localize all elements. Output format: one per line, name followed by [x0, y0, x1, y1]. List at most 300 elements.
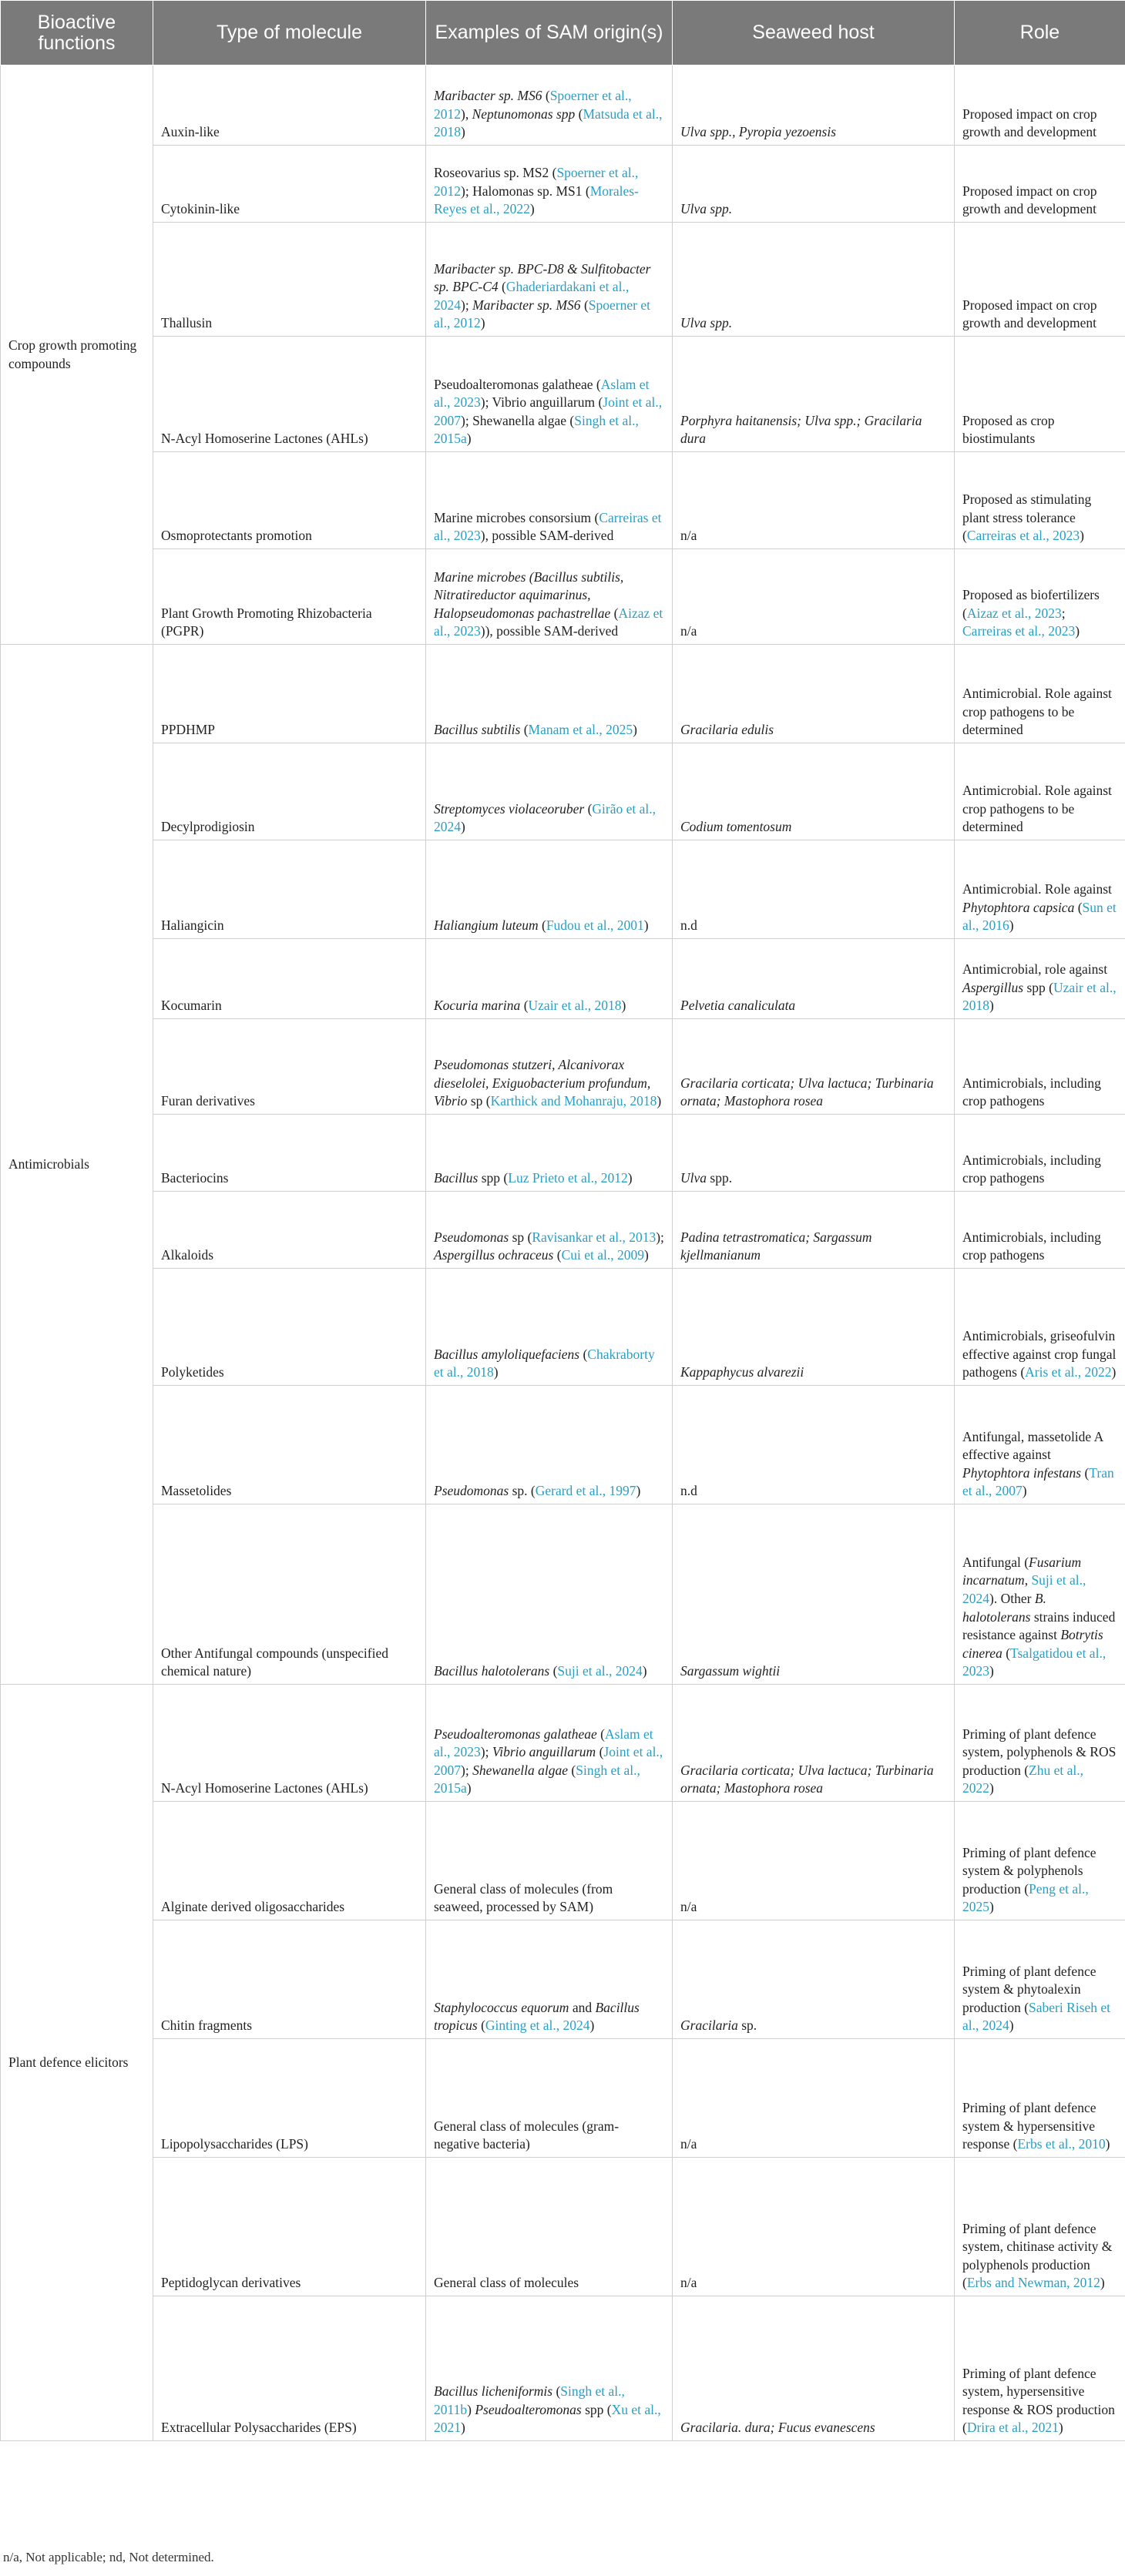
table-row: [1, 1920, 1125, 2039]
text-segment: ); Halomonas sp. MS1 (: [461, 183, 590, 199]
reference-link[interactable]: Carreiras et al., 2023: [962, 623, 1076, 639]
reference-link[interactable]: Spoerner et al., 2012: [434, 297, 650, 331]
text-segment: ): [657, 1093, 662, 1109]
molecule-type-cell: Bacteriocins: [153, 1115, 426, 1192]
text-segment: sp (: [467, 1093, 491, 1109]
role-cell: [955, 1019, 1125, 1115]
text-segment: Bacillus tropicus: [434, 1999, 640, 2034]
bioactive-function-cell: Antimicrobials: [1, 645, 153, 1685]
reference-link[interactable]: Ginting et al., 2024: [485, 2018, 590, 2034]
text-segment: spp (: [1023, 979, 1053, 995]
role-cell: [955, 1269, 1125, 1386]
reference-link[interactable]: Ghaderiardakani et al., 2024: [434, 279, 630, 313]
table-row: [1, 1115, 1125, 1192]
molecule-type-cell: Extracellular Polysaccharides (EPS): [153, 2296, 426, 2441]
header-examples-sam-origin: Examples of SAM origin(s): [426, 1, 673, 65]
text-segment: ): [989, 1780, 994, 1796]
text-segment: Priming of plant defence system, polyphenols & ROS production (: [962, 1726, 1117, 1778]
sam-origin-cell: [426, 1019, 673, 1115]
text-segment: Marine microbes (Bacillus subtilis, Nitratireductor aquimarinus, Halopseudomonas pachastrellae: [434, 569, 624, 621]
reference-link[interactable]: Manam et al., 2025: [528, 722, 633, 738]
text-segment: ): [1009, 917, 1014, 934]
text-segment: ): [1105, 2136, 1110, 2152]
reference-link[interactable]: Zhu et al., 2022: [962, 1762, 1083, 1796]
text-segment: ): [589, 2018, 595, 2034]
seaweed-host-cell: [673, 65, 955, 146]
table-header: [1, 1, 1125, 65]
reference-link[interactable]: Spoerner et al., 2012: [434, 88, 632, 122]
reference-link[interactable]: Suji et al., 2024: [962, 1572, 1086, 1606]
molecule-type-cell: Massetolides: [153, 1386, 426, 1504]
table-row: [1, 1019, 1125, 1115]
text-segment: Gracilaria corticata; Ulva lactuca; Turbinaria ornata; Mastophora rosea: [680, 1075, 934, 1109]
text-segment: ): [461, 819, 465, 835]
text-segment: ): [461, 2420, 465, 2436]
text-segment: Bacillus: [434, 1170, 479, 1186]
text-segment: Gracilaria. dura; Fucus evanescens: [680, 2420, 875, 2436]
text-segment: (: [568, 1762, 576, 1778]
text-segment: (: [542, 88, 550, 104]
text-segment: );: [461, 1762, 473, 1778]
text-segment: (: [553, 1247, 562, 1263]
text-segment: (: [549, 1663, 558, 1679]
reference-link[interactable]: Joint et al., 2007: [434, 394, 663, 428]
seaweed-host-cell: [673, 2296, 955, 2441]
reference-link[interactable]: Spoerner et al., 2012: [434, 165, 639, 199]
sam-origin-cell: [426, 939, 673, 1019]
table-row: [1, 337, 1125, 452]
seaweed-host-cell: [673, 840, 955, 939]
reference-link[interactable]: Joint et al., 2007: [434, 1744, 663, 1778]
role-cell: [955, 65, 1125, 146]
reference-link[interactable]: Singh et al., 2011b: [434, 2383, 625, 2417]
text-segment: ): [636, 1483, 641, 1499]
role-cell: [955, 549, 1125, 645]
reference-link[interactable]: Fudou et al., 2001: [546, 917, 644, 934]
molecule-type-cell: Plant Growth Promoting Rhizobacteria (PGPR): [153, 549, 426, 645]
role-cell: [955, 2296, 1125, 2441]
text-segment: ): [1075, 623, 1080, 639]
table-row: [1, 65, 1125, 146]
reference-link[interactable]: Drira et al., 2021: [966, 2420, 1059, 2436]
text-segment: Phytophtora capsica: [962, 899, 1075, 915]
text-segment: Gracilaria corticata; Ulva lactuca; Turbinaria ornata; Mastophora rosea: [680, 1762, 934, 1796]
table-row: [1, 2158, 1125, 2296]
role-cell: [955, 337, 1125, 452]
seaweed-host-cell: [673, 1192, 955, 1269]
molecule-type-cell: Furan derivatives: [153, 1019, 426, 1115]
text-segment: Maribacter sp. BPC-D8 & Sulfitobacter sp. BPC-C4: [434, 260, 651, 295]
text-segment: and: [569, 1999, 596, 2015]
reference-link[interactable]: Saberi Riseh et al., 2024: [962, 1999, 1110, 2034]
text-segment: (: [596, 1726, 605, 1742]
text-segment: Codium tomentosum: [680, 819, 792, 835]
text-segment: sp.: [737, 2018, 757, 2034]
text-segment: ); Vibrio anguillarum (: [480, 394, 603, 411]
text-segment: Marine microbes consorsium (: [434, 509, 599, 525]
text-segment: Maribacter sp. MS6: [434, 88, 542, 104]
text-segment: );: [480, 1744, 492, 1760]
text-segment: (: [520, 722, 529, 738]
text-segment: ): [643, 917, 649, 934]
reference-link[interactable]: Xu et al., 2021: [434, 2401, 661, 2436]
text-segment: ): [467, 2401, 475, 2417]
molecule-type-cell: PPDHMP: [153, 645, 426, 743]
sam-origin-cell: [426, 146, 673, 223]
text-segment: Proposed impact on crop growth and development: [962, 183, 1097, 217]
sam-origin-cell: [426, 1192, 673, 1269]
reference-link[interactable]: Sun et al., 2016: [962, 899, 1117, 934]
text-segment: Proposed impact on crop growth and development: [962, 297, 1097, 331]
text-segment: spp.: [707, 1170, 733, 1186]
text-segment: ): [1111, 1364, 1117, 1380]
text-segment: Aspergillus ochraceus: [434, 1247, 554, 1263]
table-row: [1, 1685, 1125, 1802]
text-segment: Neptunomonas spp: [472, 106, 576, 122]
seaweed-host-cell: [673, 1269, 955, 1386]
text-segment: ): [493, 1364, 499, 1380]
seaweed-host-cell: [673, 223, 955, 337]
sam-origin-cell: [426, 337, 673, 452]
role-cell: [955, 1920, 1125, 2039]
text-segment: ): [621, 998, 626, 1014]
seaweed-host-cell: [673, 549, 955, 645]
role-cell: [955, 1386, 1125, 1504]
text-segment: Proposed as biofertilizers (: [962, 587, 1100, 621]
reference-link[interactable]: Carreiras et al., 2023: [966, 528, 1080, 544]
text-segment: Ulva: [680, 1170, 707, 1186]
reference-link[interactable]: Chakraborty et al., 2018: [434, 1346, 655, 1380]
sam-origin-cell: [426, 2039, 673, 2158]
text-segment: Gracilaria: [680, 2018, 738, 2034]
text-segment: (: [1002, 1645, 1011, 1661]
table-row: [1, 939, 1125, 1019]
reference-link[interactable]: Peng et al., 2025: [962, 1880, 1089, 1915]
reference-link[interactable]: Aizaz et al., 2023: [966, 605, 1062, 621]
table-body: [1, 65, 1125, 2441]
text-segment: Priming of plant defence system, chitinase activity & polyphenols production (: [962, 2220, 1113, 2291]
text-segment: Bacillus halotolerans: [434, 1663, 550, 1679]
reference-link[interactable]: Suji et al., 2024: [557, 1663, 643, 1679]
reference-link[interactable]: Karthick and Mohanraju, 2018: [490, 1093, 657, 1109]
header-role: Role: [955, 1, 1125, 65]
seaweed-host-cell: [673, 2039, 955, 2158]
text-segment: B. halotolerans: [962, 1590, 1046, 1625]
molecule-type-cell: Haliangicin: [153, 840, 426, 939]
text-segment: Haliangium luteum: [434, 917, 539, 934]
sam-origin-cell: [426, 1504, 673, 1685]
text-segment: Antimicrobial. Role against crop pathogens to be determined: [962, 783, 1112, 835]
reference-link[interactable]: Luz Prieto et al., 2012: [508, 1170, 628, 1186]
text-segment: Pseudoalteromonas galatheae (: [434, 376, 601, 392]
text-segment: Roseovarius sp. MS2 (: [434, 165, 557, 181]
text-segment: ),: [461, 106, 472, 122]
sam-origin-cell: [426, 1920, 673, 2039]
reference-link[interactable]: Aslam et al., 2023: [434, 376, 650, 411]
reference-link[interactable]: Erbs et al., 2010: [1017, 2136, 1106, 2152]
table-row: [1, 452, 1125, 549]
text-segment: (: [552, 2383, 561, 2400]
seaweed-host-cell: [673, 939, 955, 1019]
text-segment: strains induced resistance against: [962, 1608, 1116, 1643]
reference-link[interactable]: Tsalgatidou et al., 2023: [962, 1645, 1107, 1679]
text-segment: Priming of plant defence system & hypersensitive response (: [962, 2100, 1096, 2152]
role-cell: [955, 743, 1125, 840]
reference-link[interactable]: Tran et al., 2007: [962, 1464, 1114, 1499]
molecule-type-cell: Auxin-like: [153, 65, 426, 146]
text-segment: Phytophtora infestans: [962, 1464, 1082, 1481]
text-segment: Priming of plant defence system & phytoalexin production (: [962, 1963, 1096, 2015]
reference-link[interactable]: Singh et al., 2015a: [434, 412, 639, 447]
table-row: [1, 1386, 1125, 1504]
text-segment: General class of molecules (gram-negative bacteria): [434, 2118, 620, 2152]
text-segment: Staphylococcus equorum: [434, 1999, 569, 2015]
text-segment: ): [480, 315, 485, 331]
table-row: [1, 2296, 1125, 2441]
sam-origin-cell: [426, 1685, 673, 1802]
text-segment: Gracilaria edulis: [680, 722, 774, 738]
reference-link[interactable]: Cui et al., 2009: [561, 1247, 644, 1263]
text-segment: Antimicrobials, including crop pathogens: [962, 1152, 1101, 1186]
text-segment: sp (: [509, 1229, 532, 1245]
molecule-type-cell: Decylprodigiosin: [153, 743, 426, 840]
seaweed-host-cell: [673, 743, 955, 840]
text-segment: Pseudoalteromonas galatheae: [434, 1726, 597, 1742]
text-segment: spp (: [581, 2401, 612, 2417]
text-segment: (: [538, 917, 546, 934]
text-segment: ), possible SAM-derived: [480, 528, 614, 544]
role-cell: [955, 223, 1125, 337]
text-segment: ): [644, 1247, 649, 1263]
text-segment: Shewanella algae: [472, 1762, 569, 1778]
sam-origin-cell: [426, 2158, 673, 2296]
text-segment: (: [579, 1346, 588, 1362]
text-segment: Antifungal (: [962, 1554, 1029, 1570]
text-segment: (: [477, 2018, 485, 2034]
text-segment: ): [633, 722, 637, 738]
molecule-type-cell: Thallusin: [153, 223, 426, 337]
text-segment: Ulva spp., Pyropia yezoensis: [680, 124, 837, 140]
text-segment: n/a: [680, 2275, 697, 2291]
reference-link[interactable]: Aris et al., 2022: [1025, 1364, 1112, 1380]
text-segment: ): [1058, 2420, 1063, 2436]
sam-origin-cell: [426, 65, 673, 146]
text-segment: (: [596, 1744, 604, 1760]
role-cell: [955, 1192, 1125, 1269]
seaweed-host-cell: [673, 645, 955, 743]
text-segment: ): [1100, 2275, 1105, 2291]
text-segment: Pelvetia canaliculata: [680, 998, 796, 1014]
molecule-type-cell: Other Antifungal compounds (unspecified chemical nature): [153, 1504, 426, 1685]
role-cell: [955, 840, 1125, 939]
text-segment: Ulva spp.: [680, 315, 733, 331]
molecule-type-cell: Alginate derived oligosaccharides: [153, 1802, 426, 1920]
sam-origin-cell: [426, 743, 673, 840]
reference-link[interactable]: Carreiras et al., 2023: [434, 509, 662, 544]
seaweed-host-cell: [673, 452, 955, 549]
table-row: [1, 840, 1125, 939]
reference-link[interactable]: Aslam et al., 2023: [434, 1726, 653, 1760]
text-segment: );: [461, 297, 473, 313]
reference-link[interactable]: Gerard et al., 1997: [535, 1483, 636, 1499]
text-segment: Antimicrobials, including crop pathogens: [962, 1075, 1101, 1109]
sam-origin-cell: [426, 2296, 673, 2441]
text-segment: n/a: [680, 1899, 697, 1915]
text-segment: ). Other: [989, 1590, 1035, 1606]
molecule-type-cell: N-Acyl Homoserine Lactones (AHLs): [153, 337, 426, 452]
text-segment: Kocuria marina: [434, 998, 521, 1014]
seaweed-host-cell: [673, 1802, 955, 1920]
text-segment: ): [989, 1899, 994, 1915]
reference-link[interactable]: Girão et al., 2024: [434, 800, 657, 835]
role-cell: [955, 1504, 1125, 1685]
text-segment: (: [580, 297, 589, 313]
reference-link[interactable]: Morales-Reyes et al., 2022: [434, 183, 639, 217]
text-segment: General class of molecules: [434, 2275, 579, 2291]
sam-origin-cell: [426, 1386, 673, 1504]
text-segment: spp (: [478, 1170, 509, 1186]
reference-link[interactable]: Singh et al., 2015a: [434, 1762, 640, 1796]
role-cell: [955, 645, 1125, 743]
text-segment: Antimicrobial, role against: [962, 961, 1108, 978]
text-segment: (: [1074, 899, 1083, 915]
text-segment: General class of molecules (from seaweed, processed by SAM): [434, 1880, 613, 1915]
text-segment: n/a: [680, 623, 697, 639]
text-segment: Antimicrobial. Role against crop pathogens to be determined: [962, 686, 1112, 738]
text-segment: Pseudoalteromonas: [475, 2401, 582, 2417]
role-cell: [955, 2039, 1125, 2158]
text-segment: (: [520, 998, 529, 1014]
text-segment: ,: [1024, 1572, 1032, 1588]
text-segment: Vibrio anguillarum: [492, 1744, 596, 1760]
text-segment: ): [1080, 528, 1084, 544]
table-row: [1, 549, 1125, 645]
text-segment: ); Shewanella algae (: [461, 412, 575, 428]
text-segment: n/a: [680, 2136, 697, 2152]
reference-link[interactable]: Erbs and Newman, 2012: [966, 2275, 1100, 2291]
seaweed-host-cell: [673, 1386, 955, 1504]
molecule-type-cell: Chitin fragments: [153, 1920, 426, 2039]
seaweed-host-cell: [673, 1504, 955, 1685]
molecule-type-cell: N-Acyl Homoserine Lactones (AHLs): [153, 1685, 426, 1802]
text-segment: ): [529, 201, 535, 217]
bioactive-function-cell: Plant defence elicitors: [1, 1685, 153, 2441]
sam-origin-cell: [426, 452, 673, 549]
table-row: [1, 1269, 1125, 1386]
sam-origin-cell: [426, 645, 673, 743]
text-segment: ): [1022, 1483, 1027, 1499]
text-segment: Antifungal, massetolide A effective against: [962, 1428, 1103, 1463]
reference-link[interactable]: Uzair et al., 2018: [528, 998, 622, 1014]
text-segment: ): [989, 998, 994, 1014]
text-segment: ): [466, 431, 472, 447]
text-segment: ): [1009, 2018, 1014, 2034]
table-row: [1, 1802, 1125, 1920]
role-cell: [955, 146, 1125, 223]
sam-origin-cell: [426, 223, 673, 337]
text-segment: Streptomyces violaceoruber: [434, 800, 585, 817]
text-segment: Antimicrobials, griseofulvin effective against crop fungal pathogens (: [962, 1328, 1117, 1380]
molecule-type-cell: Osmoprotectants promotion: [153, 452, 426, 549]
molecule-type-cell: Peptidoglycan derivatives: [153, 2158, 426, 2296]
reference-link[interactable]: Aizaz et al., 2023: [434, 605, 663, 639]
sam-origin-cell: [426, 840, 673, 939]
text-segment: Maribacter sp. MS6: [472, 297, 581, 313]
seaweed-host-cell: [673, 146, 955, 223]
text-segment: Pseudomonas: [434, 1229, 509, 1245]
text-segment: Aspergillus: [962, 979, 1024, 995]
text-segment: sp. (: [509, 1483, 536, 1499]
text-segment: Priming of plant defence system, hypersensitive response & ROS production (: [962, 2365, 1115, 2436]
text-segment: (: [575, 106, 583, 122]
table-row: [1, 1504, 1125, 1685]
text-segment: Pseudomonas stutzeri, Alcanivorax dieselolei, Exiguobacterium profundum, Vibrio: [434, 1057, 651, 1109]
table-row: [1, 645, 1125, 743]
text-segment: (: [1081, 1464, 1090, 1481]
text-segment: ): [989, 1663, 994, 1679]
molecule-type-cell: Cytokinin-like: [153, 146, 426, 223]
text-segment: n.d: [680, 917, 697, 934]
role-cell: [955, 2158, 1125, 2296]
text-segment: Bacillus amyloliquefaciens: [434, 1346, 580, 1362]
text-segment: Bacillus licheniformis: [434, 2383, 553, 2400]
sam-origin-cell: [426, 549, 673, 645]
table-footnote: n/a, Not applicable; nd, Not determined.: [3, 2550, 214, 2564]
text-segment: Bacillus subtilis: [434, 722, 521, 738]
header-seaweed-host: Seaweed host: [673, 1, 955, 65]
reference-link[interactable]: Uzair et al., 2018: [962, 979, 1117, 1014]
text-segment: )), possible SAM-derived: [480, 623, 619, 639]
text-segment: Priming of plant defence system & polyphenols production (: [962, 1844, 1096, 1897]
text-segment: ): [461, 124, 465, 140]
table-row: [1, 2039, 1125, 2158]
text-segment: Ulva spp.: [680, 201, 733, 217]
text-segment: Fusarium incarnatum: [962, 1554, 1082, 1588]
molecule-type-cell: Alkaloids: [153, 1192, 426, 1269]
role-cell: [955, 452, 1125, 549]
text-segment: ;: [1061, 605, 1066, 621]
text-segment: Porphyra haitanensis; Ulva spp.; Gracilaria dura: [680, 412, 922, 447]
seaweed-host-cell: [673, 2158, 955, 2296]
seaweed-host-cell: [673, 1115, 955, 1192]
role-cell: [955, 1802, 1125, 1920]
text-segment: ): [627, 1170, 633, 1186]
molecule-type-cell: Kocumarin: [153, 939, 426, 1019]
sam-origin-cell: [426, 1269, 673, 1386]
text-segment: Sargassum wightii: [680, 1663, 781, 1679]
text-segment: ): [642, 1663, 647, 1679]
reference-link[interactable]: Matsuda et al., 2018: [434, 106, 663, 140]
seaweed-host-cell: [673, 1685, 955, 1802]
role-cell: [955, 1115, 1125, 1192]
bioactive-function-cell: Crop growth promoting compounds: [1, 65, 153, 645]
text-segment: Proposed as crop biostimulants: [962, 412, 1055, 447]
text-segment: (: [498, 279, 506, 295]
reference-link[interactable]: Ravisankar et al., 2013: [532, 1229, 657, 1245]
seaweed-host-cell: [673, 1920, 955, 2039]
header-type-of-molecule: Type of molecule: [153, 1, 426, 65]
sam-origin-cell: [426, 1802, 673, 1920]
table-row: [1, 743, 1125, 840]
molecule-type-cell: Lipopolysaccharides (LPS): [153, 2039, 426, 2158]
text-segment: ): [466, 1780, 472, 1796]
text-segment: Antimicrobial. Role against: [962, 881, 1112, 897]
table-row: [1, 146, 1125, 223]
text-segment: Kappaphycus alvarezii: [680, 1364, 804, 1380]
header-bioactive-functions: Bioactive functions: [1, 1, 153, 65]
text-segment: Padina tetrastromatica; Sargassum kjellmanianum: [680, 1229, 872, 1263]
role-cell: [955, 1685, 1125, 1802]
